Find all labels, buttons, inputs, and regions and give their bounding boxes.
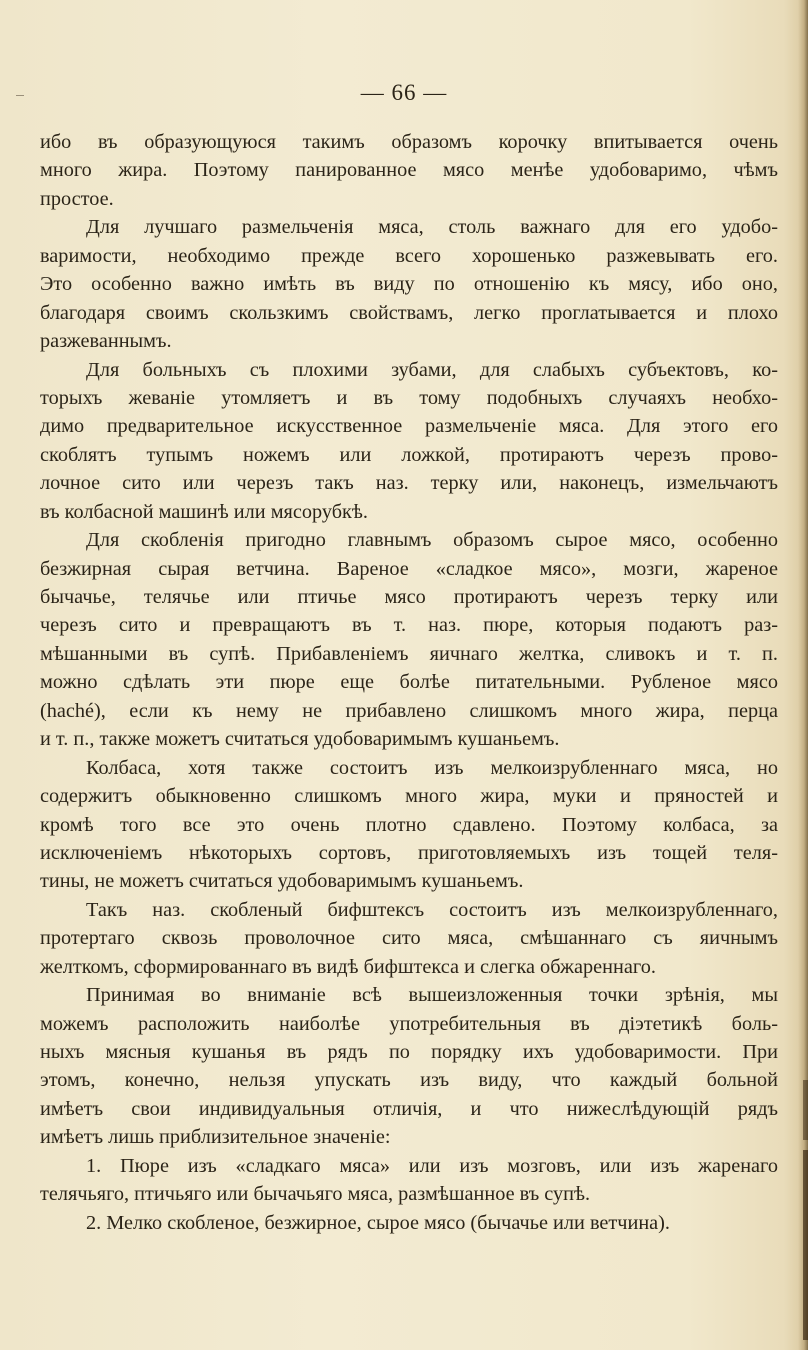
edge-stain bbox=[803, 1150, 808, 1340]
text-line: благодаря своимъ скользкимъ свойствамъ, легко проглатывается и плохо bbox=[40, 301, 778, 324]
text-line: черезъ сито и превращаютъ въ т. наз. пюре, которыя подаютъ раз- bbox=[40, 614, 778, 637]
text-line: димо предварительное искусственное размельченіе мяса. Для этого его bbox=[40, 415, 778, 438]
text-line: Для лучшаго размельченія мяса, столь важнаго для его удобо- bbox=[86, 216, 778, 239]
text-line: лочное сито или черезъ такъ наз. терку или, наконецъ, измельчаютъ bbox=[40, 472, 778, 495]
text-line: варимости, необходимо прежде всего хорошенько разжевывать его. bbox=[40, 244, 778, 267]
text-line: простое. bbox=[40, 187, 114, 210]
text-line: 2. Мелко скобленое, безжирное, сырое мясо (бычачье или ветчина). bbox=[86, 1211, 670, 1234]
page-number: — 66 — bbox=[360, 80, 448, 105]
text-line: въ колбасной машинѣ или мясорубкѣ. bbox=[40, 500, 368, 523]
text-line: содержитъ обыкновенно слишкомъ много жира, муки и пряностей и bbox=[40, 785, 778, 808]
text-line: Принимая во вниманіе всѣ вышеизложенныя точки зрѣнія, мы bbox=[86, 984, 778, 1007]
body-text bbox=[40, 128, 778, 1237]
text-line: бычачье, телячье или птичье мясо протираютъ черезъ терку или bbox=[40, 586, 778, 608]
text-line: ныхъ мясныя кушанья въ рядъ по порядку ихъ удобоваримости. При bbox=[40, 1041, 778, 1063]
text-line: ибо въ образующуюся такимъ образомъ корочку впитывается очень bbox=[40, 131, 778, 153]
text-line: и т. п., также можетъ считаться удобоваримымъ кушаньемъ. bbox=[40, 728, 560, 751]
page-edge-shadow bbox=[798, 0, 808, 1350]
text-line: (haché), если къ нему не прибавлено слишкомъ много жира, перца bbox=[40, 699, 778, 722]
text-line: имѣетъ лишь приблизительное значеніе: bbox=[40, 1126, 391, 1149]
text-line: этомъ, конечно, нельзя упускать изъ виду, что каждый больной bbox=[40, 1069, 778, 1092]
text-line: безжирная сырая ветчина. Вареное «сладкое мясо», мозги, жареное bbox=[40, 557, 778, 580]
text-line: имѣетъ свои индивидуальныя отличія, и что нижеслѣдующій рядъ bbox=[40, 1097, 778, 1120]
text-line: много жира. Поэтому панированное мясо менѣе удобоваримо, чѣмъ bbox=[40, 159, 778, 182]
edge-stain bbox=[803, 1080, 808, 1140]
text-line: торыхъ жеваніе утомляетъ и въ тому подобныхъ случаяхъ необхо- bbox=[40, 386, 778, 409]
text-line: протертаго сквозь проволочное сито мяса, смѣшаннаго съ яичнымъ bbox=[40, 927, 778, 950]
text-line: скоблятъ тупымъ ножемъ или ложкой, протираютъ черезъ прово- bbox=[40, 443, 778, 466]
text-line: Такъ наз. скобленый бифштексъ состоитъ изъ мелкоизрубленнаго, bbox=[86, 898, 778, 921]
text-line: мѣшанными въ супѣ. Прибавленіемъ яичнаго желтка, сливокъ и т. п. bbox=[40, 642, 778, 665]
text-line: тины, не можетъ считаться удобоваримымъ кушаньемъ. bbox=[40, 870, 524, 893]
text-line: Колбаса, хотя также состоитъ изъ мелкоизрубленнаго мяса, но bbox=[86, 756, 778, 779]
text-line: желткомъ, сформированнаго въ видѣ бифштекса и слегка обжареннаго. bbox=[40, 955, 656, 978]
text-line: Для скобленія пригодно главнымъ образомъ сырое мясо, особенно bbox=[86, 529, 778, 552]
text-line: исключеніемъ нѣкоторыхъ сортовъ, приготовляемыхъ изъ тощей теля- bbox=[40, 841, 778, 864]
text-line: можемъ расположить наиболѣе употребительныя въ діэтетикѣ боль- bbox=[40, 1012, 778, 1035]
text-line: 1. Пюре изъ «сладкаго мяса» или изъ мозговъ, или изъ жаренаго bbox=[86, 1154, 778, 1177]
text-line: кромѣ того все это очень плотно сдавлено. Поэтому колбаса, за bbox=[40, 813, 778, 836]
text-line: Для больныхъ съ плохими зубами, для слабыхъ субъектовъ, ко- bbox=[86, 358, 778, 381]
text-line: телячьяго, птичьяго или бычачьяго мяса, размѣшанное въ супѣ. bbox=[40, 1183, 591, 1206]
text-line: разжеваннымъ. bbox=[40, 330, 172, 353]
text-line: можно сдѣлать эти пюре еще болѣе питательными. Рубленое мясо bbox=[40, 671, 778, 694]
text-line: Это особенно важно имѣть въ виду по отношенію къ мясу, ибо оно, bbox=[40, 273, 778, 296]
